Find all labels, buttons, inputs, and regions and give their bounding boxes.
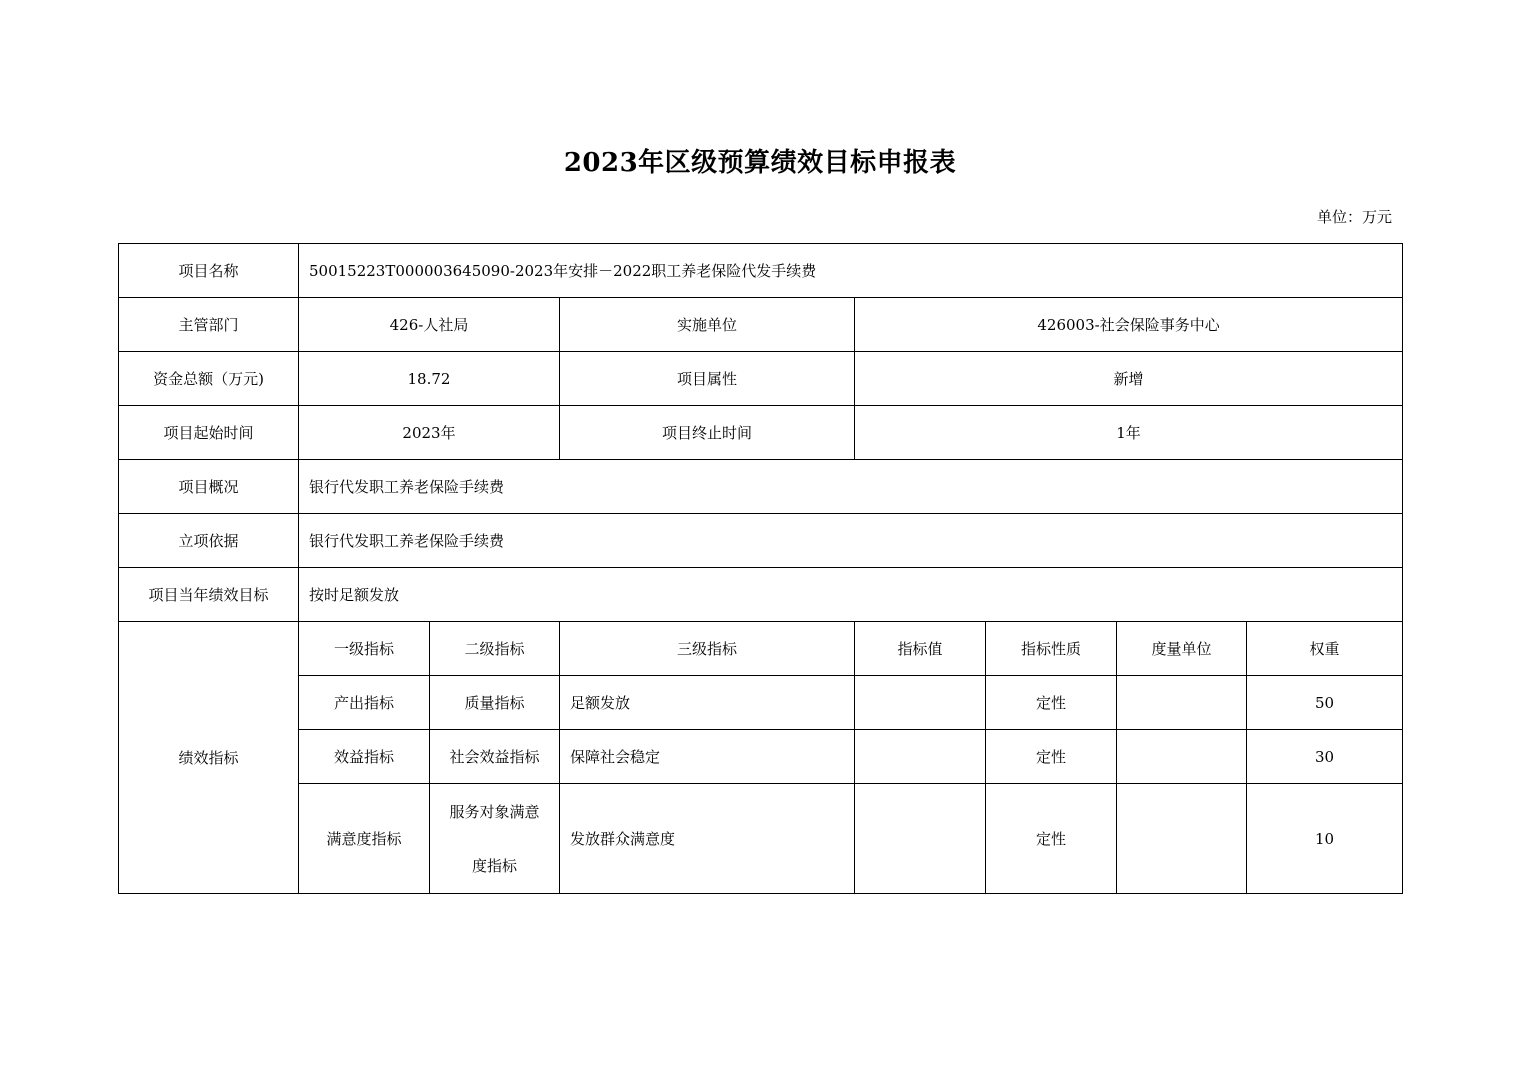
indicator-level2 [430, 784, 560, 894]
goal-label: 项目当年绩效目标 [119, 568, 299, 622]
indicator-level1: 产出指标 [299, 676, 430, 730]
indicator-weight: 30 [1247, 730, 1403, 784]
report-table [118, 243, 1403, 894]
row-time [119, 406, 1403, 460]
indicator-nature: 定性 [986, 676, 1117, 730]
fund-label: 资金总额（万元) [119, 352, 299, 406]
header-unit: 度量单位 [1117, 622, 1247, 676]
indicator-value [855, 676, 986, 730]
row-project-name [119, 244, 1403, 298]
basis-label: 立项依据 [119, 514, 299, 568]
indicator-level2: 质量指标 [430, 676, 560, 730]
start-label: 项目起始时间 [119, 406, 299, 460]
indicator-value [855, 730, 986, 784]
indicator-row [119, 784, 1403, 894]
impl-label: 实施单位 [560, 298, 855, 352]
indicator-unit [1117, 676, 1247, 730]
indicator-unit [1117, 784, 1247, 894]
end-label: 项目终止时间 [560, 406, 855, 460]
goal-value: 按时足额发放 [299, 568, 1403, 622]
header-level2: 二级指标 [430, 622, 560, 676]
page-title: 2023年区级预算绩效目标申报表 [563, 148, 957, 178]
indicator-header-row [119, 622, 1403, 676]
indicator-weight: 50 [1247, 676, 1403, 730]
header-nature: 指标性质 [986, 622, 1117, 676]
row-goal [119, 568, 1403, 622]
indicator-row [119, 730, 1403, 784]
indicator-level3: 保障社会稳定 [560, 730, 855, 784]
indicators-section-label: 绩效指标 [119, 622, 299, 894]
indicator-unit [1117, 730, 1247, 784]
header-level3: 三级指标 [560, 622, 855, 676]
attr-label: 项目属性 [560, 352, 855, 406]
header-level1: 一级指标 [299, 622, 430, 676]
header-weight: 权重 [1247, 622, 1403, 676]
project-name-label: 项目名称 [119, 244, 299, 298]
indicator-value [855, 784, 986, 894]
overview-label: 项目概况 [119, 460, 299, 514]
indicator-level1: 满意度指标 [299, 784, 430, 894]
basis-value: 银行代发职工养老保险手续费 [299, 514, 1403, 568]
indicator-level3: 足额发放 [560, 676, 855, 730]
indicator-level2-line2: 度指标 [471, 856, 517, 875]
indicator-nature: 定性 [986, 730, 1117, 784]
fund-value: 18.72 [299, 352, 560, 406]
row-basis [119, 514, 1403, 568]
indicator-weight: 10 [1247, 784, 1403, 894]
attr-value: 新增 [855, 352, 1403, 406]
header-value: 指标值 [855, 622, 986, 676]
indicator-level2-line1: 服务对象满意 [449, 802, 540, 821]
row-department [119, 298, 1403, 352]
overview-value: 银行代发职工养老保险手续费 [299, 460, 1403, 514]
row-overview [119, 460, 1403, 514]
unit-label: 单位：万元 [1316, 208, 1392, 226]
start-value: 2023年 [299, 406, 560, 460]
row-fund [119, 352, 1403, 406]
indicator-row [119, 676, 1403, 730]
dept-label: 主管部门 [119, 298, 299, 352]
indicator-level2: 社会效益指标 [430, 730, 560, 784]
impl-value: 426003-社会保险事务中心 [855, 298, 1403, 352]
indicator-level1: 效益指标 [299, 730, 430, 784]
indicator-nature: 定性 [986, 784, 1117, 894]
end-value: 1年 [855, 406, 1403, 460]
project-name-value: 50015223T000003645090-2023年安排－2022职工养老保险代发手续费 [299, 244, 1403, 298]
indicator-level3: 发放群众满意度 [560, 784, 855, 894]
dept-value: 426-人社局 [299, 298, 560, 352]
